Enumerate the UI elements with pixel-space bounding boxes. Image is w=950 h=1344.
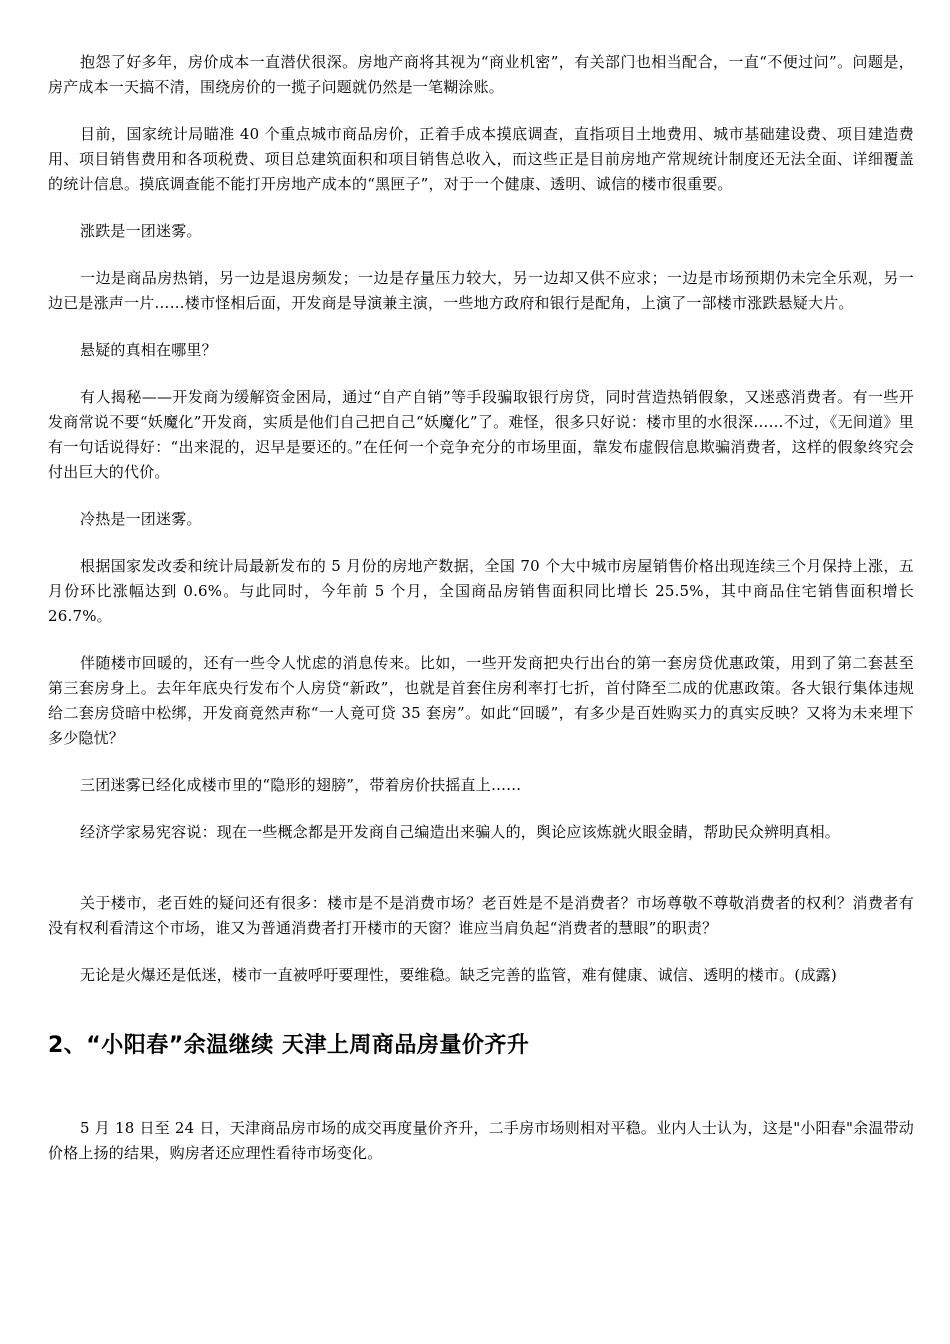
paragraph: 5 月 18 日至 24 日，天津商品房市场的成交再度量价齐升，二手房市场则相对平稳。业内人士认为，这是"小阳春"余温带动价格上扬的结果，购房者还应理性看待市场变化。: [48, 1119, 914, 1162]
paragraph: 目前，国家统计局瞄准 40 个重点城市商品房价，正着手成本摸底调查，直指项目土地费用、城市基础建设费、项目建造费用、项目销售费用和各项税费、项目总建筑面积和项目销售总收入，而这些正是目前房地产常规统计制度还无法全面、详细覆盖的统计信息。摸底调查能不能打开房地产成本的“黑匣子”，对于一个健康、透明、诚信的楼市很重要。: [48, 125, 914, 193]
paragraph: 冷热是一团迷雾。: [80, 510, 202, 528]
paragraph: 涨跌是一团迷雾。: [80, 222, 202, 240]
paragraph: 三团迷雾已经化成楼市里的“隐形的翅膀”，带着房价扶摇直上……: [80, 776, 522, 794]
paragraph: 经济学家易宪容说：现在一些概念都是开发商自己编造出来骗人的，舆论应该炼就火眼金睛，帮助民众辨明真相。: [80, 823, 841, 841]
paragraph: 根据国家发改委和统计局最新发布的 5 月份的房地产数据，全国 70 个大中城市房屋销售价格出现连续三个月保持上涨，五月份环比涨幅达到 0.6%。与此同时，今年前 5 个月，全国商品房销售面积同比增长 25.5%，其中商品住宅销售面积增长 26.7%。: [48, 557, 914, 625]
paragraph: 抱怨了好多年，房价成本一直潜伏很深。房地产商将其视为“商业机密”，有关部门也相当配合，一直“不便过问”。问题是，房产成本一天搞不清，围绕房价的一揽子问题就仍然是一笔糊涂账。: [48, 53, 914, 96]
paragraph: 伴随楼市回暖的，还有一些令人忧虑的消息传来。比如，一些开发商把央行出台的第一套房贷优惠政策，用到了第二套甚至第三套房身上。去年年底央行发布个人房贷“新政”，也就是首套住房利率打七折，首付降至二成的优惠政策。各大银行集体违规给二套房贷暗中松绑，开发商竟然声称“一人竟可贷 35 套房”。如此“回暖”，有多少是百姓购买力的真实反映？又将为未来埋下多少隐忧？: [48, 654, 914, 747]
paragraph: 悬疑的真相在哪里？: [80, 341, 217, 359]
paragraph: 有人揭秘——开发商为缓解资金困局，通过“自产自销”等手段骗取银行房贷，同时营造热销假象，又迷惑消费者。有一些开发商常说不要“妖魔化”开发商，实质是他们自己把自己“妖魔化”了。难怪，很多只好说：楼市里的水很深……不过，《无间道》里有一句话说得好：“出来混的，迟早是要还的。”在任何一个竞争充分的市场里面，靠发布虚假信息欺骗消费者，这样的假象终究会付出巨大的代价。: [48, 388, 914, 481]
paragraph: 一边是商品房热销，另一边是退房频发；一边是存量压力较大，另一边却又供不应求；一边是市场预期仍未完全乐观，另一边已是涨声一片……楼市怪相后面，开发商是导演兼主演，一些地方政府和银行是配角，上演了一部楼市涨跌悬疑大片。: [48, 269, 914, 312]
section-heading: 2、“小阳春”余温继续 天津上周商品房量价齐升: [48, 1033, 530, 1058]
document-page: [48, 50, 914, 1188]
paragraph: 关于楼市，老百姓的疑问还有很多：楼市是不是消费市场？老百姓是不是消费者？市场尊敬不尊敬消费者的权利？消费者有没有权利看清这个市场，谁又为普通消费者打开楼市的天窗？谁应当肩负起“消费者的慧眼”的职责？: [48, 894, 914, 937]
paragraph: 无论是火爆还是低迷，楼市一直被呼吁要理性，要维稳。缺乏完善的监管，难有健康、诚信、透明的楼市。(成露): [80, 966, 837, 984]
